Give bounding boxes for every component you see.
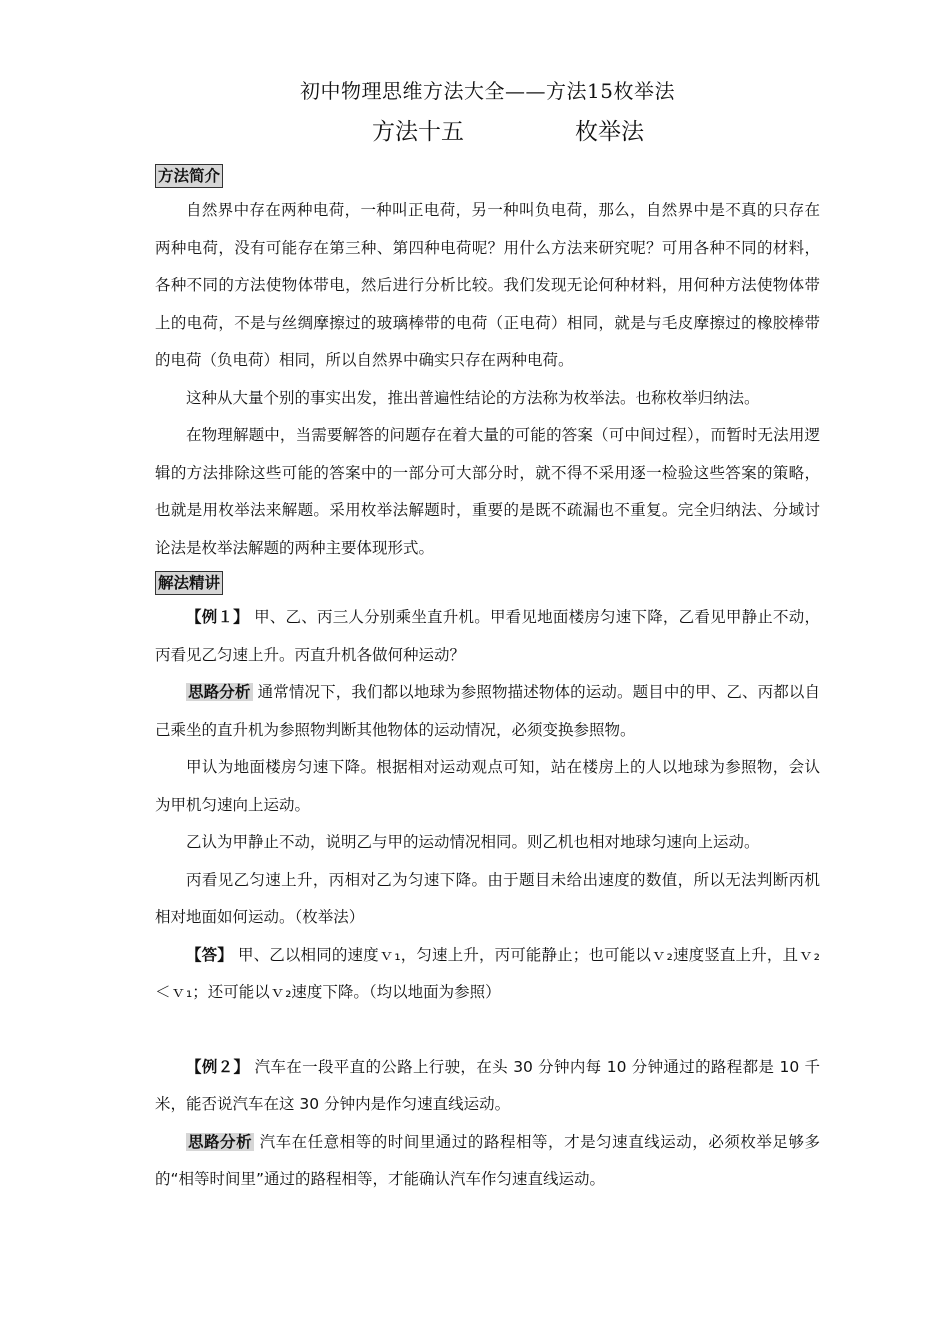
intro-paragraph: 这种从大量个别的事实出发，推出普遍性结论的方法称为枚举法。也称枚举归纳法。 — [186, 388, 760, 407]
intro-paragraph: 自然界中存在两种电荷，一种叫正电荷，另一种叫负电荷，那么，自然界中是不真的只存在两种电荷，没有可能存在第三种、第四种电荷呢？用什么方法来研究呢？可用各种不同的材料，各种不同的方法使物体带电，然后进行分析比较。我们发现无论何种材料，用何种方法使物体带上的电荷，不是与丝绸摩擦过的玻璃棒带的电荷（正电荷）相同，就是与毛皮摩擦过的橡胶棒带的电荷（负电荷）相同，所以自然界中确实只存在两种电荷。 — [155, 201, 820, 369]
document-title: 初中物理思维方法大全——方法15枚举法 — [300, 79, 675, 103]
document-page — [155, 68, 820, 1199]
method-name: 枚举法 — [575, 119, 644, 145]
example-1-analysis — [155, 674, 820, 749]
section-heading-intro: 方法简介 — [155, 164, 223, 188]
analysis-label: 思路分析 — [188, 1132, 253, 1151]
example-2-text: 汽车在一段平直的公路上行驶，在头 30 分钟内每 10 分钟通过的路程都是 10 千米，能否说汽车在这 30 分钟内是作匀速直线运动。 — [155, 1057, 820, 1113]
method-heading — [155, 112, 820, 152]
example-1-answer — [155, 937, 820, 1012]
analysis-text: 通常情况下，我们都以地球为参照物描述物体的运动。题目中的甲、乙、丙都以自己乘坐的直升机为参照物判断其他物体的运动情况，必须变换参照物。 — [155, 683, 820, 739]
method-number: 方法十五 — [372, 119, 464, 145]
example-1-step: 乙认为甲静止不动，说明乙与甲的运动情况相同。则乙机也相对地球匀速向上运动。 — [186, 833, 760, 851]
example-2-analysis — [155, 1124, 820, 1199]
example-1-question — [155, 599, 820, 674]
example-1-step: 甲认为地面楼房匀速下降。根据相对运动观点可知，站在楼房上的人以地球为参照物，会认为甲机匀速向上运动。 — [155, 758, 820, 814]
analysis-text: 汽车在任意相等的时间里通过的路程相等，才是匀速直线运动，必须枚举足够多的“相等时间里”通过的路程相等，才能确认汽车作匀速直线运动。 — [155, 1132, 820, 1188]
section-heading-methods: 解法精讲 — [155, 571, 223, 595]
example-1-step: 丙看见乙匀速上升，丙相对乙为匀速下降。由于题目未给出速度的数值，所以无法判断丙机相对地面如何运动。（枚举法） — [155, 870, 820, 926]
example-2-tag: 【例２】 — [186, 1057, 250, 1076]
intro-paragraph: 在物理解题中，当需要解答的问题存在着大量的可能的答案（可中间过程），而暂时无法用逻辑的方法排除这些可能的答案中的一部分可大部分时，就不得不采用逐一检验这些答案的策略，也就是用枚举法来解题。采用枚举法解题时，重要的是既不疏漏也不重复。完全归纳法、分域讨论法是枚举法解题的两种主要体现形式。 — [155, 426, 820, 557]
answer-tag: 【答】 — [186, 945, 233, 964]
example-1-tag: 【例１】 — [186, 608, 249, 626]
analysis-label: 思路分析 — [188, 683, 251, 701]
answer-text: 甲、乙以相同的速度ｖ₁，匀速上升，丙可能静止；也可能以ｖ₂速度竖直上升，且ｖ₂＜ｖ₁；还可能以ｖ₂速度下降。（均以地面为参照） — [155, 945, 820, 1001]
example-1-text: 甲、乙、丙三人分别乘坐直升机。甲看见地面楼房匀速下降，乙看见甲静止不动，丙看见乙匀速上升。丙直升机各做何种运动？ — [155, 608, 820, 664]
example-2-question — [155, 1049, 820, 1124]
